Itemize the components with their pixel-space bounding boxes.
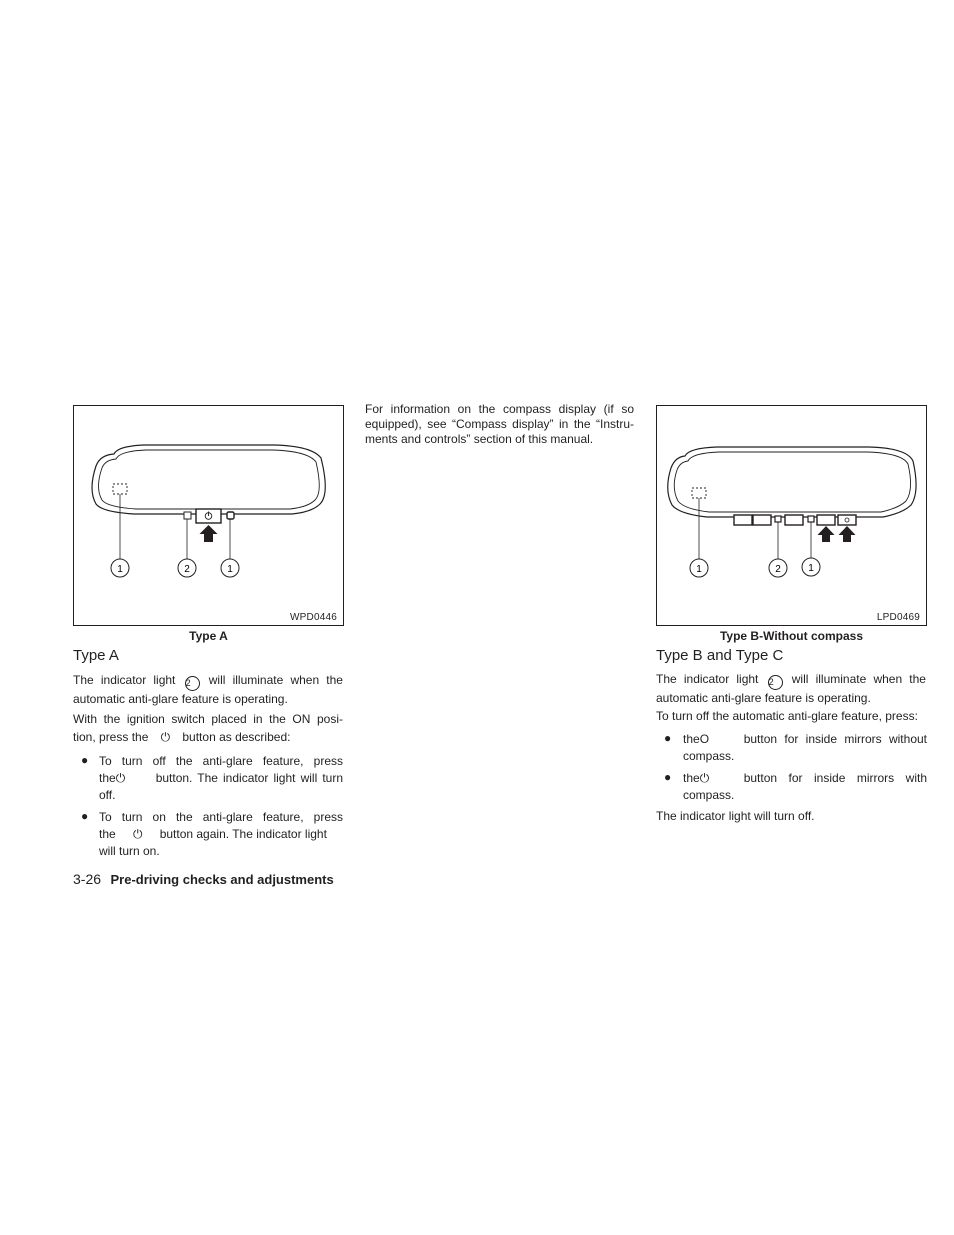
callout-label: 1 <box>117 564 123 575</box>
callout-label: 1 <box>227 564 233 575</box>
text-line: automatic anti-glare feature is operating. <box>73 692 288 706</box>
text-line: The indicator light will turn off. <box>656 809 815 823</box>
text-line: To turn off the anti-glare feature, press <box>99 754 343 768</box>
text-line: off. <box>99 788 116 802</box>
callout-label: 1 <box>808 563 814 574</box>
callout-label: 2 <box>775 564 781 575</box>
text-line: the⏻ button. The indicator light will turn <box>99 771 343 785</box>
arrow-up-icon <box>839 526 856 542</box>
paragraph-compass-info <box>365 402 634 447</box>
indicator-light <box>775 516 781 522</box>
off-button-icon <box>817 515 835 525</box>
sensor-marker <box>692 488 706 498</box>
bullet-icon: ● <box>664 731 672 745</box>
indicator-light <box>184 512 191 519</box>
mirror-outline-inner <box>99 450 320 509</box>
text-line: compass. <box>683 788 735 802</box>
text-line: For information on the compass display (if so <box>365 402 634 416</box>
paragraph-light-off <box>656 808 926 825</box>
power-button-icon: ⏻ <box>132 827 143 841</box>
paragraph-indicator <box>73 672 343 708</box>
text-line: To turn off the automatic anti-glare feature, press: <box>656 709 918 723</box>
text-line: the ⏻ button again. The indicator light <box>99 827 327 841</box>
power-button-icon: ⏻ <box>160 730 171 744</box>
text-line: tion, press the ⏻ button as described: <box>73 730 291 744</box>
callout-label: 1 <box>696 564 702 575</box>
mirror-outline-outer <box>92 445 325 514</box>
figure-type-b <box>656 405 927 626</box>
section-heading-type-a: Type A <box>73 647 119 664</box>
mirror-type-b-illustration <box>657 406 928 627</box>
power-button-icon: ⏻ <box>115 771 126 785</box>
text-line: will turn on. <box>99 844 160 858</box>
sensor-marker <box>113 484 127 494</box>
section-heading-type-b-c: Type B and Type C <box>656 647 784 664</box>
paragraph-ignition <box>73 711 343 746</box>
off-button-icon: O <box>699 732 710 746</box>
rear-sensor-marker <box>227 512 234 519</box>
bullet-turn-off <box>99 753 343 804</box>
arrow-up-icon <box>200 525 218 542</box>
paragraph-indicator <box>656 671 926 707</box>
text-line: The indicator light 2 will illuminate when the <box>656 671 926 690</box>
bullet-with-compass <box>683 770 927 804</box>
bullet-icon: ● <box>664 770 672 784</box>
figure-caption-type-b: Type B-Without compass <box>719 629 863 643</box>
figure-code: LPD0469 <box>876 612 920 623</box>
bullet-icon: ● <box>81 809 89 823</box>
mirror-type-a-illustration <box>74 406 345 627</box>
power-button-icon: ⏻ <box>699 771 710 785</box>
text-line: equipped), see “Compass display” in the “Instru- <box>365 417 634 431</box>
text-line: theO button for inside mirrors without <box>683 732 927 746</box>
power-button-icon <box>838 515 856 525</box>
page-footer <box>73 871 334 889</box>
text-line: automatic anti-glare feature is operating. <box>656 691 871 705</box>
text-line: To turn on the anti-glare feature, press <box>99 810 343 824</box>
text-line: The indicator light 2 will illuminate when the <box>73 672 343 691</box>
bullet-icon: ● <box>81 753 89 767</box>
bullet-without-compass <box>683 731 927 765</box>
callout-label: 2 <box>184 564 190 575</box>
mirror-outline-inner <box>674 452 910 512</box>
mirror-outline-outer <box>668 447 916 517</box>
arrow-up-icon <box>818 526 835 542</box>
mirror-button <box>753 515 771 525</box>
rear-sensor-marker <box>808 516 814 522</box>
callout-inline-2: 2 <box>185 676 200 691</box>
text-line: the⏻ button for inside mirrors with <box>683 771 927 785</box>
callout-inline-2: 2 <box>768 675 783 690</box>
text-line: With the ignition switch placed in the ON posi- <box>73 712 343 726</box>
figure-code: WPD0446 <box>290 612 337 623</box>
mirror-button <box>785 515 803 525</box>
bullet-turn-on <box>99 809 343 860</box>
figure-type-a <box>73 405 344 626</box>
mirror-button <box>734 515 752 525</box>
paragraph-turn-off <box>656 708 928 725</box>
section-title: Pre-driving checks and adjustments <box>110 872 334 887</box>
page-number: 3-26 <box>73 871 102 887</box>
text-line: compass. <box>683 749 735 763</box>
text-line: ments and controls” section of this manual. <box>365 432 594 446</box>
figure-caption-type-a: Type A <box>189 629 228 643</box>
